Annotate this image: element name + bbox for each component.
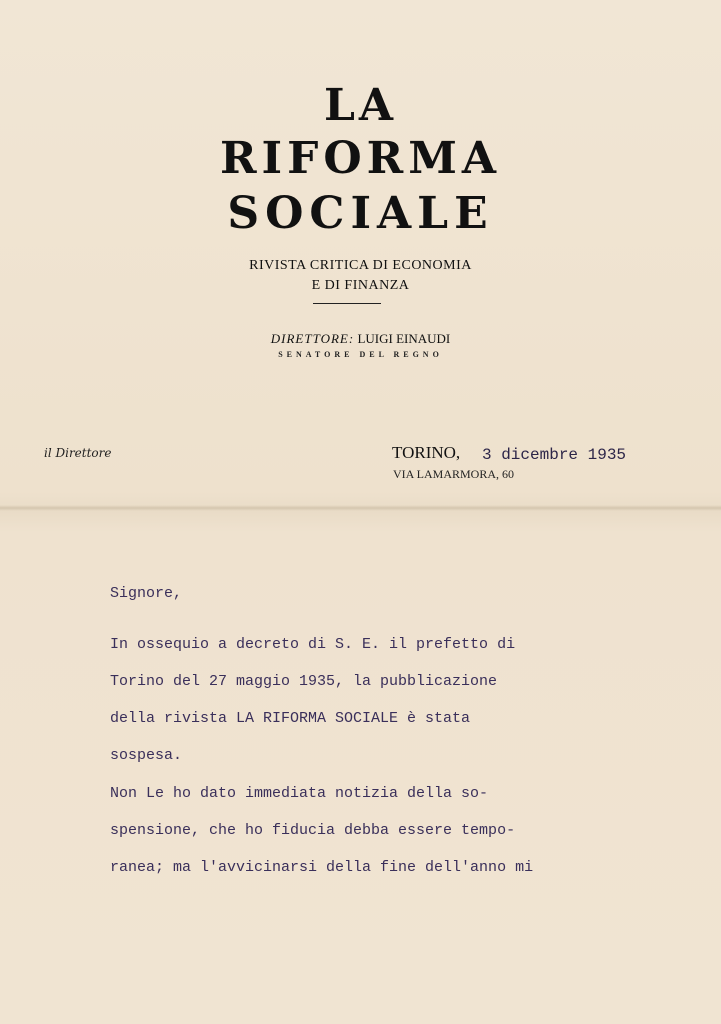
body-line: Non Le ho dato immediata notizia della so- bbox=[110, 785, 489, 802]
director-title: SENATORE DEL REGNO bbox=[278, 350, 443, 359]
director-name: LUIGI EINAUDI bbox=[357, 331, 451, 346]
subtitle-line-1: RIVISTA CRITICA DI ECONOMIA bbox=[249, 258, 472, 273]
street-address: VIA LAMARMORA, 60 bbox=[393, 467, 515, 481]
paper-fold bbox=[0, 505, 721, 511]
body-line: Torino del 27 maggio 1935, la pubblicazione bbox=[110, 673, 498, 690]
body-line: sospesa. bbox=[110, 747, 183, 764]
body-line: spensione, che ho fiducia debba essere tempo- bbox=[110, 822, 516, 839]
masthead-line-3: SOCIALE bbox=[227, 188, 494, 239]
city-label: TORINO, bbox=[392, 443, 461, 462]
divider-rule bbox=[313, 303, 381, 304]
body-line: della rivista LA RIFORMA SOCIALE è stata bbox=[110, 710, 471, 727]
masthead-line-2: RIFORMA bbox=[219, 133, 502, 184]
director-line bbox=[0, 331, 721, 347]
salutation: Signore, bbox=[110, 585, 183, 602]
body-line: In ossequio a decreto di S. E. il prefetto di bbox=[110, 636, 516, 653]
masthead-line-1: LA bbox=[323, 80, 398, 131]
letter-date: 3 dicembre 1935 bbox=[482, 446, 627, 464]
office-label: il Direttore bbox=[44, 446, 112, 460]
director-label: DIRETTORE: bbox=[270, 331, 355, 346]
subtitle-line-2: E DI FINANZA bbox=[311, 278, 410, 293]
body-line: ranea; ma l'avvicinarsi della fine dell'anno mi bbox=[110, 859, 534, 876]
